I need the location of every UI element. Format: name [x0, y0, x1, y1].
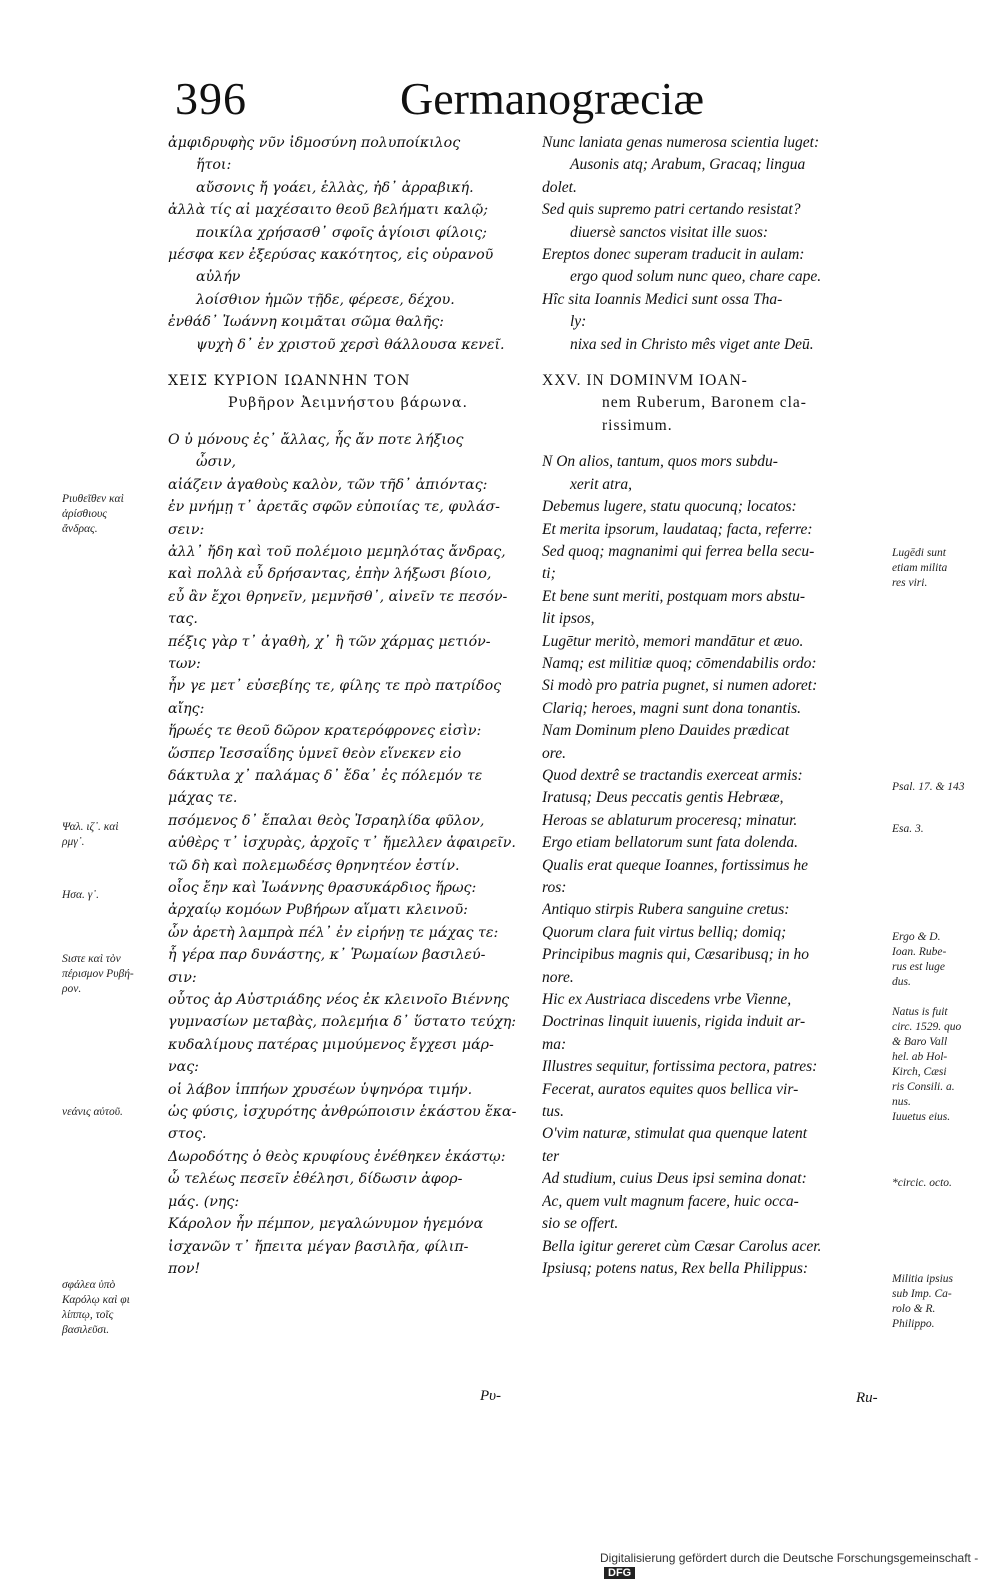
- text-line: Δωροδότης ὁ θεὸς κρυφίους ἐνέθηκεν ἑκάστῳ:: [168, 1148, 506, 1165]
- text-line: ὥσπερ Ἰεσσαΐδης ὑμνεῖ θεὸν εἵνεκεν εἰο: [168, 745, 462, 762]
- text-line: [168, 356, 523, 370]
- footer-text: Digitalisierung gefördert durch die Deutsche Forschungsgemeinschaft -: [600, 1551, 979, 1565]
- margin-note-line: Sιστε καὶ τὸν: [62, 953, 121, 965]
- text-line: Ο ὐ μόνους ἐς᾽ ἄλλας, ἧς ἄν ποτε λήξιος: [168, 431, 464, 448]
- text-line: ergo quod solum nunc queo, chare cape.: [570, 268, 822, 286]
- text-line: Bella igitur gereret cùm Cæsar Carolus acer.: [542, 1237, 822, 1255]
- text-line: αὐλήν: [196, 269, 241, 286]
- text-line: ψυχὴ δ᾽ ἐν χριστοῦ χερσὶ θάλλουσα κενεῖ.: [196, 336, 505, 353]
- margin-note-line: Ψαλ. ιζ᾽. καὶ: [62, 821, 119, 833]
- greek-column: [168, 132, 523, 1280]
- margin-note-line: & Baro Vall: [892, 1036, 948, 1048]
- text-line: Fecerat, auratos equites quos bellica vir-: [542, 1080, 799, 1098]
- text-line: Qualis erat queque Ioannes, fortissimus he: [542, 856, 809, 874]
- text-line: αἰάζειν ἀγαθοὺς καλὸν, τῶν τῆδ᾽ ἀπιόντας:: [168, 476, 488, 493]
- text-line: δάκτυλα χ᾽ παλάμας δ᾽ ἔδα᾽ ἐς πόλεμόν τε: [168, 767, 483, 784]
- text-line: Ipsiusq; potens natus, Rex bella Philippus:: [542, 1259, 809, 1277]
- text-line: ἐνθάδ᾽ Ἰωάννη κοιμᾶται σῶμα θαλῆς:: [168, 314, 444, 331]
- text-line: sio se offert.: [542, 1215, 619, 1233]
- margin-note-left: [62, 888, 160, 903]
- text-line: λοίσθιον ἡμῶν τῇδε, φέρεσε, δέχου.: [196, 291, 455, 308]
- margin-note-line: Ergo & D.: [892, 931, 941, 943]
- margin-note-line: ρον.: [62, 983, 82, 995]
- margin-note-left: [62, 952, 160, 997]
- text-line: Ereptos donec superam traducit in aulam:: [542, 246, 805, 264]
- text-line: μάχας τε.: [168, 790, 238, 807]
- text-line: αὔσονις ἤ γοάει, ἑλλὰς, ἠδ᾽ ἀρραβική.: [196, 179, 474, 196]
- text-line: N On alios, tantum, quos mors subdu-: [542, 453, 778, 471]
- text-line: αὐθὲρς τ᾽ ἰσχυρὰς, ἀρχοῖς τ᾽ ἤμελλεν ἀφαιρεῖν.: [168, 835, 516, 852]
- margin-note-line: Lugēdi sunt: [892, 547, 946, 559]
- margin-note-line: Iuuetus eius.: [892, 1111, 951, 1123]
- text-line: ὡς φύσις, ἰσχυρότης ἀνθρώποισιν ἑκάστου ἕκα-: [168, 1104, 517, 1121]
- text-line: ἀρχαίῳ κομόων Ρυβήρων αἵματι κλεινοῦ:: [168, 902, 468, 919]
- text-line: κυδαλίμους πατέρας μιμούμενος ἔγχεσι μάρ-: [168, 1036, 494, 1053]
- margin-note-line: circ. 1529. quo: [892, 1021, 962, 1033]
- text-line: αἴης:: [168, 700, 205, 717]
- margin-note-line: Kirch, Cæsi: [892, 1066, 947, 1078]
- margin-note-line: λίππῳ, τοῖς: [62, 1309, 114, 1321]
- margin-note-line: νεάνις αὐτοῦ.: [62, 1106, 123, 1118]
- text-line: πέξις γὰρ τ᾽ ἀγαθὴ, χ᾽ ἣ τῶν χάρμας μετιόν-: [168, 633, 491, 650]
- text-line: ἀλλὰ τίς αἰ μαχέσαιτο θεοῦ βελήματι καλῷ;: [168, 202, 489, 219]
- text-line: οἱ λάβον ἱππήων χρυσέων ὑψηνόρα τιμήν.: [168, 1081, 473, 1098]
- text-line: Si modò pro patria pugnet, si numen adoret:: [542, 677, 818, 695]
- text-line: Ρυβῆρον Ἀειμνήστου βάρωνα.: [228, 395, 469, 412]
- text-line: ter: [542, 1147, 560, 1165]
- text-line: diuersè sanctos visitat ille suos:: [570, 223, 769, 241]
- text-line: O'vim naturæ, stimulat qua quenque latent: [542, 1125, 808, 1143]
- margin-note-line: ris Consili. a.: [892, 1081, 955, 1093]
- text-line: ti;: [542, 565, 556, 583]
- text-line: Ac, quem vult magnum facere, huic occa-: [542, 1192, 799, 1210]
- margin-note-line: Ioan. Rube-: [892, 946, 947, 958]
- text-line: Quod dextrê se tractandis exerceat armis:: [542, 766, 803, 784]
- text-line: Et bene sunt meriti, postquam mors abstu-: [542, 587, 806, 605]
- margin-note-line: hel. ab Hol-: [892, 1051, 948, 1063]
- text-line: οὗτος ἀρ Αὐστριάδης νέος ἐκ κλεινοῖο Βιέννης: [168, 992, 510, 1009]
- text-line: rissimum.: [602, 416, 673, 434]
- running-title: Germanogræciæ: [400, 73, 705, 124]
- text-line: nore.: [542, 968, 574, 986]
- text-line: Debemus lugere, statu quocunq; locatos:: [542, 498, 797, 516]
- text-line: Clariq; heroes, magni sunt dona tonantis.: [542, 699, 802, 717]
- margin-note-line: Philippo.: [892, 1318, 935, 1330]
- margin-note-line: βασιλεῦσι.: [62, 1324, 110, 1336]
- margin-note-left: [62, 1105, 160, 1120]
- text-line: των:: [168, 655, 201, 672]
- text-line: Et merita ipsorum, laudataq; facta, referre:: [542, 520, 813, 538]
- margin-note-line: ἄνδρας.: [62, 523, 98, 535]
- text-line: Nunc laniata genas numerosa scientia luget:: [542, 134, 820, 151]
- margin-note-line: Esa. 3.: [892, 823, 924, 835]
- text-line: ore.: [542, 744, 566, 762]
- margin-note-right: [892, 780, 992, 795]
- margin-note-line: *circic. octo.: [892, 1177, 952, 1189]
- text-line: Quorum clara fuit virtus belliq; domiq;: [542, 923, 787, 941]
- text-line: ly:: [570, 313, 587, 331]
- text-line: σειν:: [168, 521, 205, 538]
- text-line: Hic ex Austriaca discedens vrbe Vienne,: [542, 991, 792, 1009]
- text-line: στος.: [168, 1126, 207, 1143]
- text-line: μέσφα κεν ἐξερύσας κακότητος, εἰς οὐρανοῦ: [168, 247, 494, 264]
- text-line: νας:: [168, 1059, 199, 1076]
- text-line: ὧν ἀρετὴ λαμπρὰ πέλ᾽ ἐν εἰρήνῃ τε μάχας τε:: [168, 924, 499, 941]
- text-line: ἐν μνήμῃ τ᾽ ἀρετᾶς σφῶν εὐποιίας τε, φυλάσ-: [168, 499, 500, 516]
- margin-note-line: σφάλεα ὑπὸ: [62, 1279, 116, 1291]
- text-line: Κάρολον ἦν πέμπον, μεγαλώνυμον ἡγεμόνα: [168, 1216, 484, 1233]
- margin-note-line: rus est luge: [892, 961, 946, 973]
- margin-note-line: ἀρίσθιους: [62, 508, 107, 520]
- text-line: [542, 356, 892, 370]
- text-line: XXV. IN DOMINVM IOAN-: [542, 372, 748, 390]
- margin-note-line: πέρισμον Ρυβή-: [62, 968, 134, 980]
- margin-note-line: nus.: [892, 1096, 911, 1108]
- text-line: εὖ ἂν ἔχοι θρηνεῖν, μεμνῆσθ᾽, αἰνεῖν τε πεσόν-: [168, 588, 508, 605]
- text-line: [168, 415, 523, 429]
- text-line: Antiquo stirpis Rubera sanguine cretus:: [542, 901, 790, 919]
- margin-note-right: [892, 822, 992, 837]
- margin-note-line: Καρόλῳ καὶ φι: [62, 1294, 130, 1306]
- text-line: Hîc sita Ioannis Medici sunt ossa Tha-: [542, 290, 783, 308]
- margin-note-right: [892, 1272, 992, 1332]
- margin-note-line: Natus is fuit: [892, 1006, 948, 1018]
- margin-note-line: sub Imp. Ca-: [892, 1288, 952, 1300]
- digitization-footer: [600, 1551, 1000, 1579]
- text-line: ἀλλ᾽ ἤδη καὶ τοῦ πολέμοιο μεμηλότας ἄνδρας,: [168, 543, 506, 560]
- text-line: ἀμφιδρυφὴς νῦν ἰδμοσύνη πολυποίκιλος: [168, 135, 461, 151]
- text-line: ὦσιν,: [196, 454, 236, 471]
- margin-note-line: res viri.: [892, 577, 928, 589]
- text-line: τας.: [168, 611, 198, 628]
- text-line: Iratusq; Deus peccatis gentis Hebrææ,: [542, 789, 784, 807]
- margin-note-left: [62, 820, 160, 850]
- text-line: Heroas se ablaturum proceresq; minatur.: [542, 811, 798, 829]
- text-line: πσόμενος δ᾽ ἔπαλαι θεὸς Ἰσραηλίδα φῦλον,: [168, 812, 485, 829]
- text-line: [542, 437, 892, 451]
- text-line: ποικίλα χρήσασθ᾽ σφοῖς ἁγίοισι φίλοις;: [196, 224, 487, 241]
- dfg-logo: DFG: [604, 1567, 635, 1579]
- text-line: nem Ruberum, Baronem cla-: [602, 394, 807, 412]
- margin-note-line: Ησα. γ᾽.: [62, 889, 99, 901]
- text-line: ἰσχανῶν τ᾽ ἤπειτα μέγαν βασιλῆα, φίλιπ-: [168, 1238, 469, 1255]
- margin-note-line: dus.: [892, 976, 911, 988]
- catchword-greek: Ρυ-: [480, 1388, 502, 1404]
- text-line: μάς. (νης:: [168, 1193, 240, 1210]
- text-line: Ausonis atq; Arabum, Gracaq; lingua: [570, 156, 806, 174]
- text-line: ἦν γε μετ᾽ εὐσεβίης τε, φίλης τε πρὸ πατρίδος: [168, 678, 502, 695]
- latin-column: [542, 132, 892, 1280]
- margin-note-right: [892, 1176, 992, 1191]
- text-line: γυμνασίων μεταβὰς, πολεμήια δ᾽ ὕστατο τεύχη:: [168, 1014, 517, 1031]
- text-line: Sed quoq; magnanimi qui ferrea bella secu-: [542, 542, 815, 560]
- margin-note-line: Ριυθεῖθεν καὶ: [62, 493, 124, 505]
- page-number: 396: [175, 73, 247, 124]
- text-line: σιν:: [168, 969, 197, 986]
- text-line: ma:: [542, 1035, 567, 1053]
- text-line: Doctrinas linquit iuuenis, rigida induit ar-: [542, 1013, 806, 1031]
- text-line: ἧ γέρα παρ δυνάστης, κ᾽ Ῥωμαίων βασιλεύ-: [168, 947, 486, 964]
- text-line: ὧ τελέως πεσεῖν ἐθέλησι, δίδωσιν ἀφορ-: [168, 1171, 463, 1188]
- catchword-latin: Ru-: [856, 1390, 878, 1406]
- text-line: ἥτοι:: [196, 157, 232, 174]
- text-line: καὶ πολλὰ εὖ δρήσαντας, ἐπὴν λήξωσι βίοιο,: [168, 566, 492, 583]
- text-line: nixa sed in Christo mês viget ante Deū.: [570, 335, 814, 353]
- text-line: Principibus magnis qui, Cæsaribusq; in ho: [542, 946, 809, 964]
- text-line: Nam Dominum pleno Dauides prædicat: [542, 722, 790, 740]
- text-line: Ergo etiam bellatorum sunt fata dolenda.: [542, 834, 799, 852]
- text-line: xerit atra,: [570, 475, 632, 493]
- text-line: Ad studium, cuius Deus ipsi semina donat:: [542, 1170, 807, 1188]
- text-line: lit ipsos,: [542, 610, 595, 628]
- margin-note-line: rolo & R.: [892, 1303, 936, 1315]
- text-line: dolet.: [542, 178, 577, 196]
- margin-note-line: Psal. 17. & 143: [892, 781, 965, 793]
- text-line: tus.: [542, 1103, 564, 1121]
- text-line: Sed quis supremo patri certando resistat?: [542, 201, 801, 219]
- text-line: οἷος ἔην καὶ Ἰωάννης θρασυκάρδιος ἥρως:: [168, 880, 477, 896]
- text-line: Lugētur meritò, memori mandātur et æuo.: [542, 632, 804, 650]
- margin-note-right: [892, 930, 992, 990]
- text-line: ΧΕΙΣ ΚΥΡΙΟΝ ΙΩΑΝΝΗΝ ΤΟΝ: [168, 373, 411, 390]
- margin-note-line: Militia ipsius: [892, 1273, 954, 1285]
- text-line: τῶ δὴ καὶ πολεμωδέσς θρηνητέον ἐστίν.: [168, 857, 460, 874]
- text-line: ros:: [542, 879, 567, 896]
- margin-note-line: ρμγ᾽.: [62, 836, 85, 848]
- margin-note-line: etiam milita: [892, 562, 948, 574]
- text-line: Illustres sequitur, fortissima pectora, patres:: [542, 1058, 818, 1076]
- text-line: ἥρωές τε θεοῦ δῶρον κρατερόφρονες εἰσὶν:: [168, 723, 482, 740]
- text-line: Namq; est militiæ quoq; cōmendabilis ordo:: [542, 654, 817, 672]
- margin-note-left: [62, 492, 160, 537]
- margin-note-left: [62, 1278, 160, 1338]
- margin-note-right: [892, 546, 992, 591]
- margin-note-right: [892, 1005, 992, 1125]
- text-line: πον!: [168, 1260, 201, 1277]
